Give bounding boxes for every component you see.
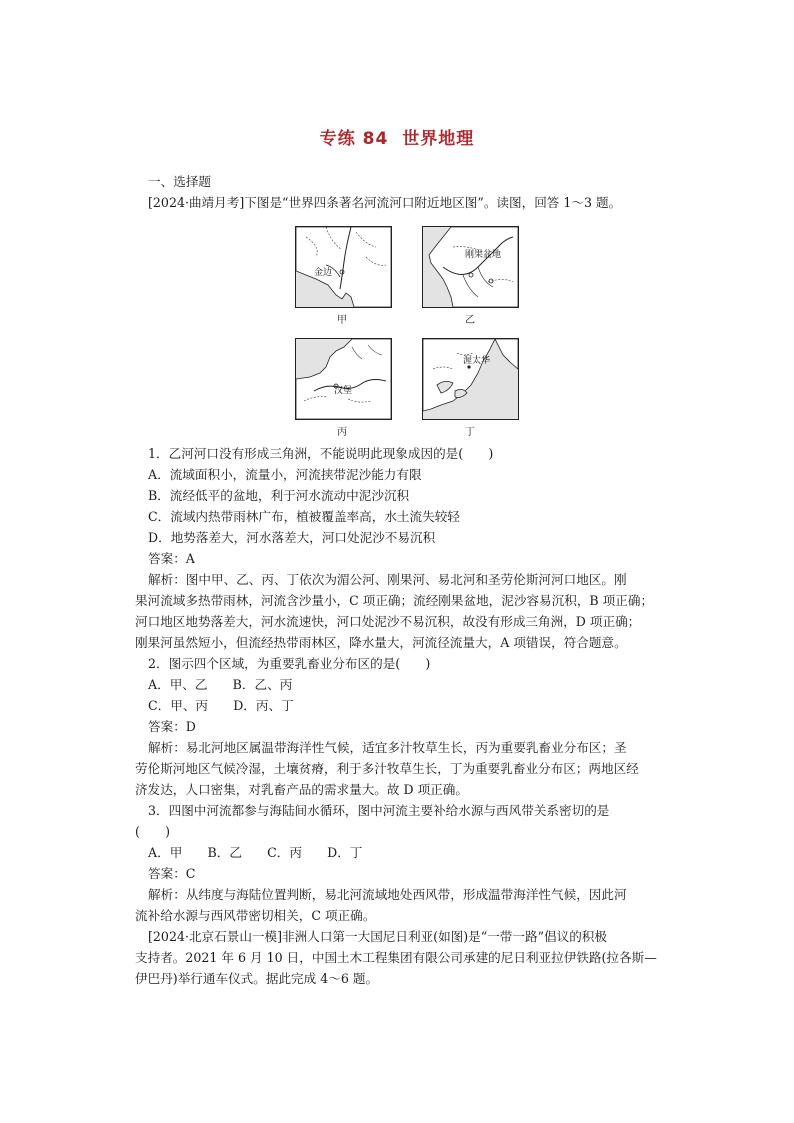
q1-analysis-line: 果河流域多热带雨林，河流含沙量小，C 项正确；流经刚果盆地，泥沙容易沉积，B 项正确； — [135, 593, 654, 608]
map-jia-label: 金边 — [314, 268, 333, 278]
q3-analysis-line: 解析：从纬度与海陆位置判断，易北河流域地处西风带，形成温带海洋性气候，因此河 — [148, 887, 627, 902]
q3-stem-bracket: ( ) — [135, 824, 171, 839]
q2-answer: 答案：D — [148, 719, 196, 734]
map-bing-caption: 丙 — [337, 427, 347, 438]
map-ding — [422, 338, 519, 420]
intro-2-line: 支持者。2021 年 6 月 10 日，中国土木工程集团有限公司承建的尼日利亚拉伊铁路(拉各斯— — [135, 950, 657, 965]
intro-2-line: [2024·北京石景山一模]非洲人口第一大国尼日利亚(如图)是“一带一路”倡议的积极 — [148, 929, 607, 944]
map-jia — [295, 226, 392, 308]
q1-analysis-line: 河口地区地势落差大，河水流速快，河口处泥沙不易沉积，故没有形成三角洲，D 项正确； — [135, 614, 641, 629]
q1-option-c: C．流域内热带雨林广布，植被覆盖率高，水土流失较轻 — [148, 509, 460, 524]
map-jia-drawing — [296, 227, 391, 307]
map-bing-drawing — [296, 339, 391, 419]
map-yi-label: 刚果盆地 — [465, 250, 502, 260]
map-bing — [295, 338, 392, 420]
q3-options: A．甲 B．乙 C．丙 D．丁 — [148, 845, 363, 860]
map-yi — [422, 226, 519, 308]
section-heading: 一、选择题 — [148, 174, 211, 189]
q3-analysis-line: 流补给水源与西风带密切相关，C 项正确。 — [135, 908, 376, 923]
map-yi-caption: 乙 — [465, 315, 475, 326]
q2-stem: 2．图示四个区域，为重要乳畜业分布区的是( ) — [148, 656, 431, 671]
map-ding-caption: 丁 — [465, 427, 475, 438]
map-bing-label: 汉堡 — [334, 386, 353, 396]
q2-analysis-line: 济发达，人口密集，对乳畜产品的需求量大。故 D 项正确。 — [135, 782, 468, 797]
map-yi-drawing — [423, 227, 518, 307]
intro-1: [2024·曲靖月考]下图是“世界四条著名河流河口附近地区图”。读图，回答 1～3 题。 — [148, 195, 622, 210]
q2-analysis-line: 解析：易北河地区属温带海洋性气候，适宜多汁牧草生长，丙为重要乳畜业分布区；圣 — [148, 740, 627, 755]
map-ding-label: 渥太华 — [463, 356, 491, 366]
q1-answer: 答案：A — [148, 551, 195, 566]
map-jia-caption: 甲 — [337, 315, 347, 326]
title-prefix: 专练 84 — [319, 129, 389, 149]
q1-analysis-line: 刚果河虽然短小，但流经热带雨林区，降水量大，河流径流量大，A 项错误，符合题意。 — [135, 635, 627, 650]
q2-options-row-2: C．甲、丙 D．丙、丁 — [148, 698, 294, 713]
q2-analysis-line: 劳伦斯河地区气候冷湿，土壤贫瘠，利于多汁牧草生长，丁为重要乳畜业分布区；两地区经 — [135, 761, 639, 776]
q1-analysis-line: 解析：图中甲、乙、丙、丁依次为湄公河、刚果河、易北河和圣劳伦斯河河口地区。刚 — [148, 572, 627, 587]
q1-option-d: D．地势落差大，河水落差大，河口处泥沙不易沉积 — [148, 530, 436, 545]
q3-stem: 3．四图中河流都参与海陆间水循环，图中河流主要补给水源与西风带关系密切的是 — [148, 803, 610, 818]
intro-2-line: 伊巴丹)举行通车仪式。据此完成 4～6 题。 — [135, 971, 379, 986]
q1-option-a: A．流域面积小，流量小，河流挟带泥沙能力有限 — [148, 467, 422, 482]
q1-stem: 1．乙河河口没有形成三角洲，不能说明此现象成因的是( ) — [148, 446, 494, 461]
q2-options-row-1: A．甲、乙 B．乙、丙 — [148, 677, 293, 692]
title-main: 世界地理 — [402, 129, 475, 149]
q1-option-b: B．流经低平的盆地，利于河水流动中泥沙沉积 — [148, 488, 410, 503]
map-ding-drawing — [423, 339, 518, 419]
q3-answer: 答案：C — [148, 866, 196, 881]
page-title — [0, 124, 794, 149]
